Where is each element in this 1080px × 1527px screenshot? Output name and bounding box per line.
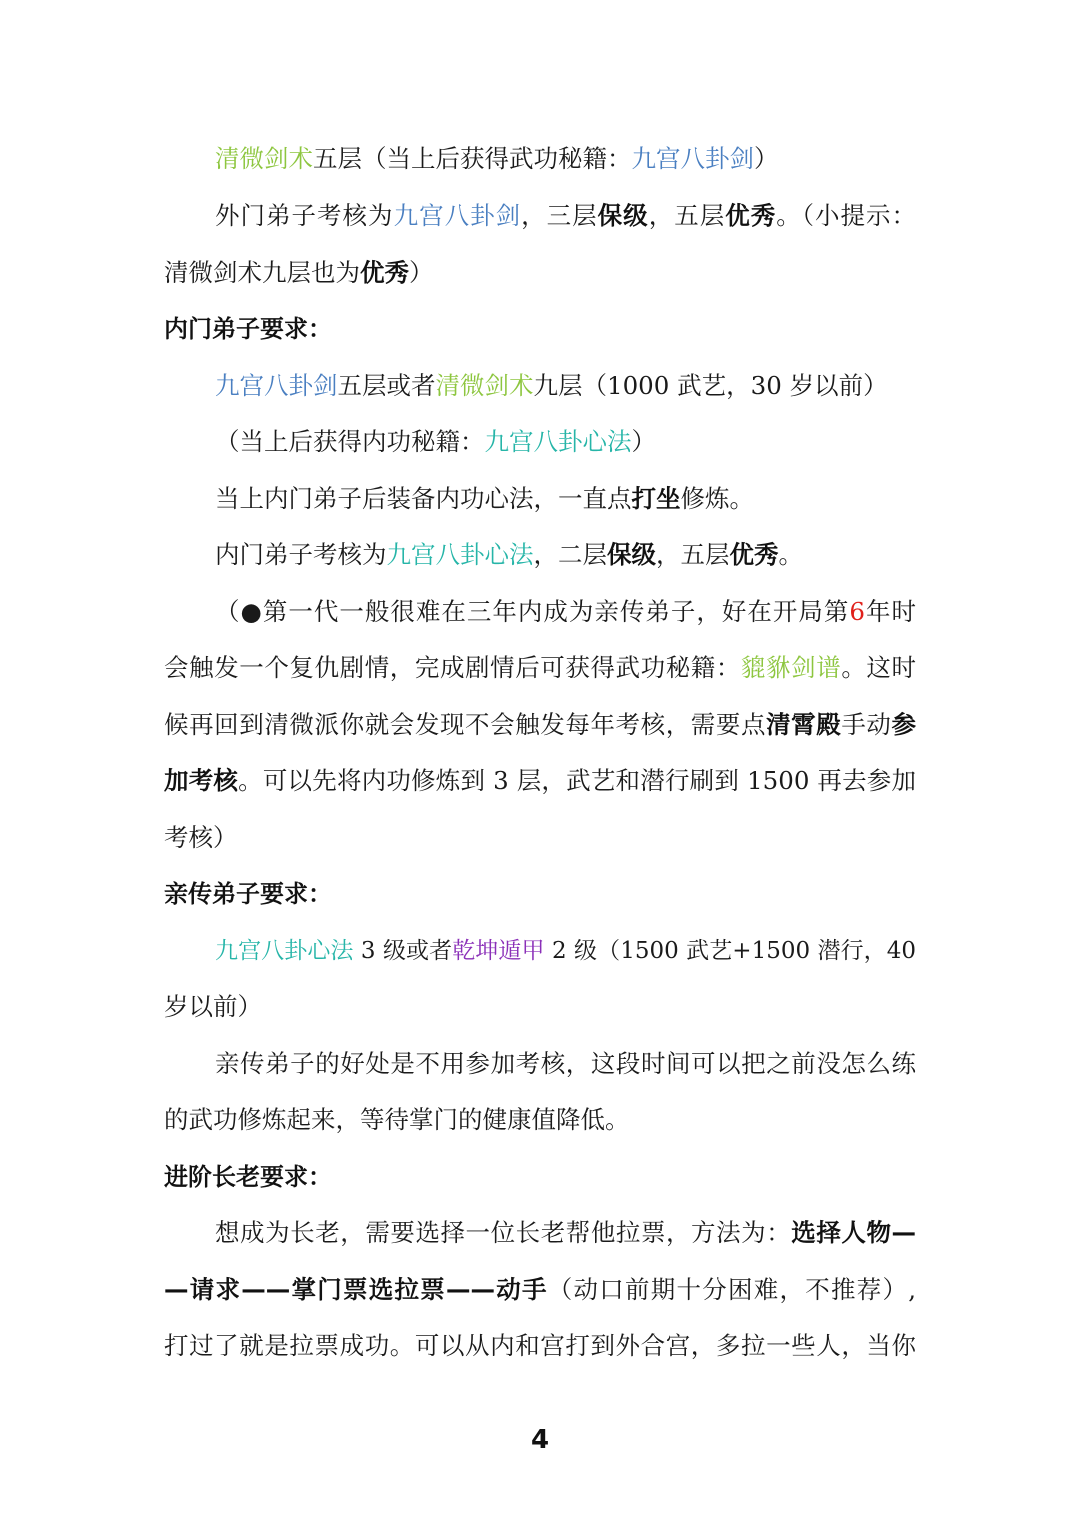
page-number: 4	[530, 1425, 550, 1455]
bold-term: 加考核	[164, 766, 239, 795]
text-run: 候再回到清微派你就会发现不会触发每年考核，需要点	[164, 710, 767, 739]
skill-name-blue: 九宫八卦剑	[631, 144, 754, 173]
paragraph-line: 考核）	[164, 823, 238, 852]
paragraph-line	[164, 1270, 916, 1310]
text-run: 。可以先将内功修炼到 3 层，武艺和潜行刷到 1500 再去参加	[238, 766, 917, 795]
text-run: 2 级（1500 武艺+1500 潜行，40	[544, 938, 917, 964]
paragraph-line	[215, 1213, 916, 1253]
paragraph-line	[215, 366, 888, 406]
bold-term: —请求——掌门票选拉票——动手	[164, 1275, 548, 1304]
text-run: 。	[778, 540, 803, 569]
paragraph-line	[215, 196, 916, 236]
paragraph-line	[164, 705, 916, 745]
text-run: 修炼。	[680, 484, 754, 513]
paragraph-line: 亲传弟子的好处是不用参加考核，这段时间可以把之前没怎么练	[215, 1049, 916, 1078]
skill-name-green: 清微剑术	[215, 144, 313, 173]
skill-name-green: 貔貅剑谱	[740, 653, 842, 682]
text-run: ，五层	[648, 201, 726, 230]
bold-term: 优秀	[360, 258, 409, 287]
bold-term: 保级	[607, 540, 656, 569]
skill-name-teal: 九宫八卦心法	[386, 540, 534, 569]
text-run: 想成为长老，需要选择一位长老帮他拉票，方法为：	[215, 1218, 792, 1247]
text-run: 内门弟子考核为	[215, 540, 387, 569]
section-heading: 进阶长老要求：	[164, 1163, 332, 1191]
text-run: 五层（当上后获得武功秘籍：	[313, 144, 632, 173]
text-run: ，二层	[533, 540, 607, 569]
text-run: 。（小提示：	[776, 201, 917, 230]
bold-term: 选择人物—	[791, 1218, 917, 1247]
paragraph-line	[164, 648, 916, 688]
skill-name-blue: 九宫八卦剑	[215, 371, 338, 400]
paragraph-line	[215, 931, 916, 971]
text-run: 清微剑术九层也为	[164, 258, 360, 287]
paragraph-line	[164, 253, 434, 293]
text-run: 当上内门弟子后装备内功心法，一直点	[215, 484, 632, 513]
bold-term: 清霄殿	[766, 710, 842, 739]
bold-term: 保级	[597, 201, 649, 230]
text-run: （动口前期十分困难，不推荐）,	[547, 1275, 916, 1304]
bold-term: 优秀	[725, 201, 777, 230]
text-run: 九层（1000 武艺，30 岁以前）	[533, 371, 888, 400]
paragraph-line	[215, 139, 779, 179]
text-run: ）	[754, 144, 779, 173]
bold-term: 打坐	[631, 484, 681, 513]
paragraph-line: 岁以前）	[164, 992, 262, 1021]
skill-name-blue: 九宫八卦剑	[393, 201, 522, 230]
section-heading: 亲传弟子要求：	[164, 880, 332, 908]
text-run: 。这时	[841, 653, 917, 682]
text-run: ，五层	[656, 540, 730, 569]
text-run: 3 级或者	[353, 938, 453, 964]
text-run: 手动	[841, 710, 892, 739]
paragraph-line	[215, 479, 754, 519]
paragraph-line	[215, 422, 656, 462]
text-run: ）	[631, 427, 656, 456]
text-run: （当上后获得内功秘籍：	[215, 427, 485, 456]
paragraph-line: 的武功修炼起来，等待掌门的健康值降低。	[164, 1105, 630, 1134]
skill-name-teal: 九宫八卦心法	[215, 938, 354, 964]
text-run: （●第一代一般很难在三年内成为亲传弟子，好在开局第	[215, 597, 850, 626]
bold-term: 参	[891, 710, 917, 739]
text-run: ）	[409, 258, 434, 287]
paragraph-line: 打过了就是拉票成功。可以从内和宫打到外合宫，多拉一些人，当你	[164, 1331, 916, 1360]
skill-name-purple: 乾坤遁甲	[452, 938, 545, 964]
paragraph-line	[164, 761, 916, 801]
section-heading: 内门弟子要求：	[164, 315, 332, 343]
text-run: 外门弟子考核为	[215, 201, 394, 230]
text-run: 五层或者	[337, 371, 436, 400]
highlight-number: 6	[849, 597, 865, 626]
text-run: 年时	[864, 597, 916, 626]
paragraph-line	[215, 535, 803, 575]
skill-name-teal: 九宫八卦心法	[484, 427, 632, 456]
skill-name-green: 清微剑术	[435, 371, 534, 400]
text-run: ，三层	[521, 201, 598, 230]
bold-term: 优秀	[729, 540, 779, 569]
paragraph-line	[215, 592, 916, 632]
text-run: 会触发一个复仇剧情，完成剧情后可获得武功秘籍：	[164, 653, 741, 682]
